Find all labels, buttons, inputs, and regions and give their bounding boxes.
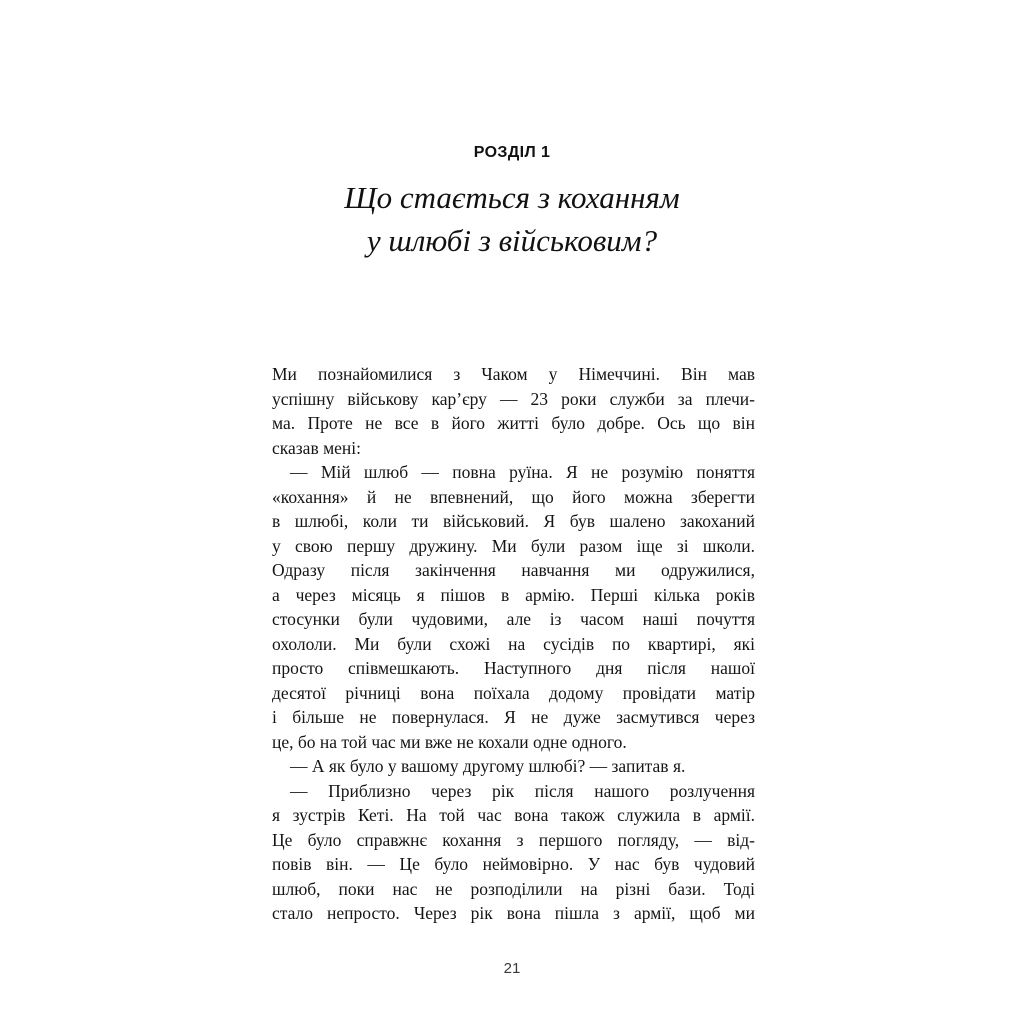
body-line: десятої річниці вона поїхала додому провідати матір [272, 682, 755, 703]
body-line: а через місяць я пішов в армію. Перші кілька років [272, 584, 755, 605]
paragraph [272, 362, 755, 460]
body-line: Ми познайомилися з Чаком у Німеччині. Він мав [272, 364, 755, 384]
body-line: ма. Проте не все в його житті було добре. Ось що він [272, 413, 755, 433]
body-line: шлюб, поки нас не розподілили на різні бази. Тоді [272, 878, 755, 899]
body-line: Це було справжнє кохання з першого погляду, — від- [272, 829, 755, 850]
paragraph [272, 754, 755, 779]
body-text [272, 362, 755, 926]
body-line: стосунки були чудовими, але із часом наші почуття [272, 609, 755, 629]
body-line: «кохання» й не впевнений, що його можна зберегти [272, 486, 755, 507]
chapter-title [0, 176, 1024, 262]
chapter-title-line-2: у шлюбі з військовим? [366, 223, 658, 258]
chapter-label: РОЗДІЛ 1 [473, 144, 551, 161]
paragraph [272, 779, 755, 926]
body-line: просто співмешкають. Наступного дня після нашої [272, 658, 755, 678]
body-line: в шлюбі, коли ти військовий. Я був шалено закоханий [272, 511, 755, 531]
body-line: — Приблизно через рік після нашого розлучення [290, 780, 755, 801]
body-line: у свою першу дружину. Ми були разом іще зі школи. [272, 535, 755, 556]
paragraph [272, 460, 755, 754]
body-line: я зустрів Кеті. На той час вона також служила в армії. [272, 805, 755, 825]
body-line: стало непросто. Через рік вона пішла з армії, щоб ми [272, 903, 755, 923]
body-line: це, бо на той час ми вже не кохали одне одного. [272, 731, 627, 752]
chapter-title-line-1: Що стається з коханням [344, 180, 680, 215]
body-line: і більше не повернулася. Я не дуже засмутився через [272, 707, 755, 727]
page-number: 21 [503, 960, 521, 977]
body-line: Одразу після закінчення навчання ми одружилися, [272, 560, 755, 580]
body-line: повів він. — Це було неймовірно. У нас був чудовий [272, 854, 755, 874]
body-line: успішну військову кар’єру — 23 роки служби за плечи- [272, 388, 755, 409]
body-line: сказав мені: [272, 437, 362, 458]
body-line: — А як було у вашому другому шлюбі? — запитав я. [290, 756, 686, 776]
body-line: охололи. Ми були схожі на сусідів по квартирі, які [272, 633, 755, 654]
body-line: — Мій шлюб — повна руїна. Я не розумію поняття [290, 462, 755, 482]
